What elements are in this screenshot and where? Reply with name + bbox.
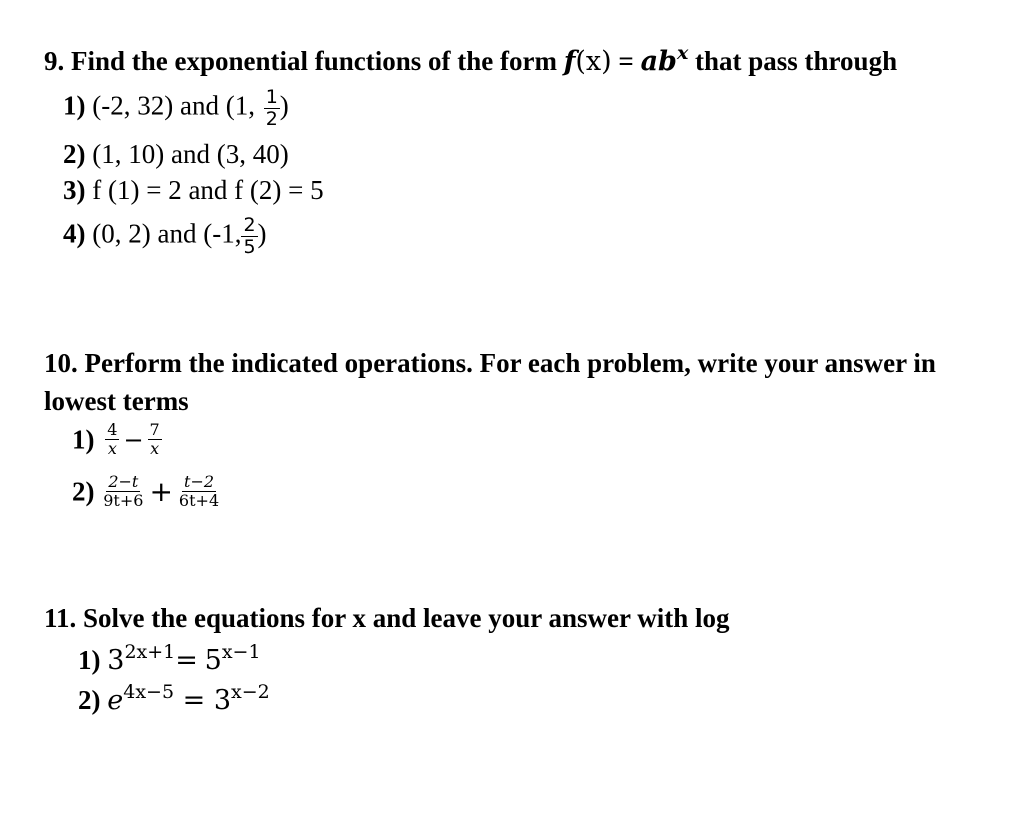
item-label: 1) xyxy=(63,90,86,121)
item-label: 2) xyxy=(72,476,95,507)
item-text: f (1) = 2 and f (2) = 5 xyxy=(85,175,324,205)
equation-base: e xyxy=(107,685,124,716)
item-label: 1) xyxy=(72,424,95,455)
fraction-denominator: x xyxy=(150,439,160,459)
q9-rhs-base: ab xyxy=(640,46,677,77)
q10-item-1 xyxy=(72,422,162,457)
fraction xyxy=(177,474,221,509)
fraction-denominator: 2 xyxy=(265,108,278,130)
fraction xyxy=(264,88,280,129)
q10-heading-line-1: 10. Perform the indicated operations. For each problem, write your answer in xyxy=(44,348,936,378)
q9-rhs-exponent: x xyxy=(676,42,689,64)
q9-function-arg: (x) xyxy=(575,46,612,77)
q9-item-4 xyxy=(63,216,267,257)
q9-heading-text: 9. Find the exponential functions of the form xyxy=(44,46,564,76)
q9-function-name: f xyxy=(563,46,576,77)
equation-base: 5 xyxy=(204,645,222,676)
q9-heading xyxy=(44,42,897,77)
equation-exponent: x−2 xyxy=(231,681,270,703)
item-label: 4) xyxy=(63,218,86,249)
item-close-paren: ) xyxy=(279,90,289,121)
equation-exponent: 4x−5 xyxy=(123,681,175,703)
item-label: 3) xyxy=(63,175,86,205)
fraction xyxy=(105,422,119,457)
fraction-denominator: 9t+6 xyxy=(103,491,144,511)
q9-item-2 xyxy=(63,139,289,170)
fraction-numerator: 2 xyxy=(243,214,256,236)
equals-sign: = xyxy=(174,685,214,716)
fraction xyxy=(241,216,257,257)
equation-exponent: x−1 xyxy=(221,641,261,663)
item-label: 2) xyxy=(78,685,101,715)
equation-base: 3 xyxy=(107,645,125,676)
item-text: (1, 10) and (3, 40) xyxy=(85,139,289,169)
q9-item-3 xyxy=(63,175,324,206)
equation-base: 3 xyxy=(213,685,232,716)
item-text: (0, 2) and (-1, xyxy=(85,218,242,249)
fraction-denominator: x xyxy=(107,439,117,459)
fraction-numerator: 7 xyxy=(149,420,160,440)
fraction-numerator: t−2 xyxy=(184,472,215,492)
q9-heading-suffix: that pass through xyxy=(688,46,898,76)
q10-item-2 xyxy=(72,474,221,509)
equals-sign: = xyxy=(175,645,198,676)
fraction xyxy=(148,422,162,457)
equation-exponent: 2x+1 xyxy=(124,641,176,663)
q11-heading: 11. Solve the equations for x and leave your answer with log xyxy=(44,603,730,633)
q9-equals: = xyxy=(611,46,641,76)
q10-heading-line-2: lowest terms xyxy=(44,386,189,416)
fraction-numerator: 4 xyxy=(107,420,118,440)
item-label: 2) xyxy=(63,139,86,169)
item-close-paren: ) xyxy=(257,218,267,249)
q11-item-1 xyxy=(78,641,261,676)
q9-item-1 xyxy=(63,88,289,129)
fraction-denominator: 5 xyxy=(243,236,256,258)
operator: + xyxy=(149,475,173,509)
operator: − xyxy=(123,425,144,454)
item-label: 1) xyxy=(78,645,101,675)
q11-item-2 xyxy=(78,681,270,716)
fraction-numerator: 1 xyxy=(265,86,278,108)
fraction-denominator: 6t+4 xyxy=(178,491,220,511)
fraction xyxy=(101,474,145,509)
item-text: (-2, 32) and (1, xyxy=(85,90,255,121)
fraction-numerator: 2−t xyxy=(108,472,139,492)
